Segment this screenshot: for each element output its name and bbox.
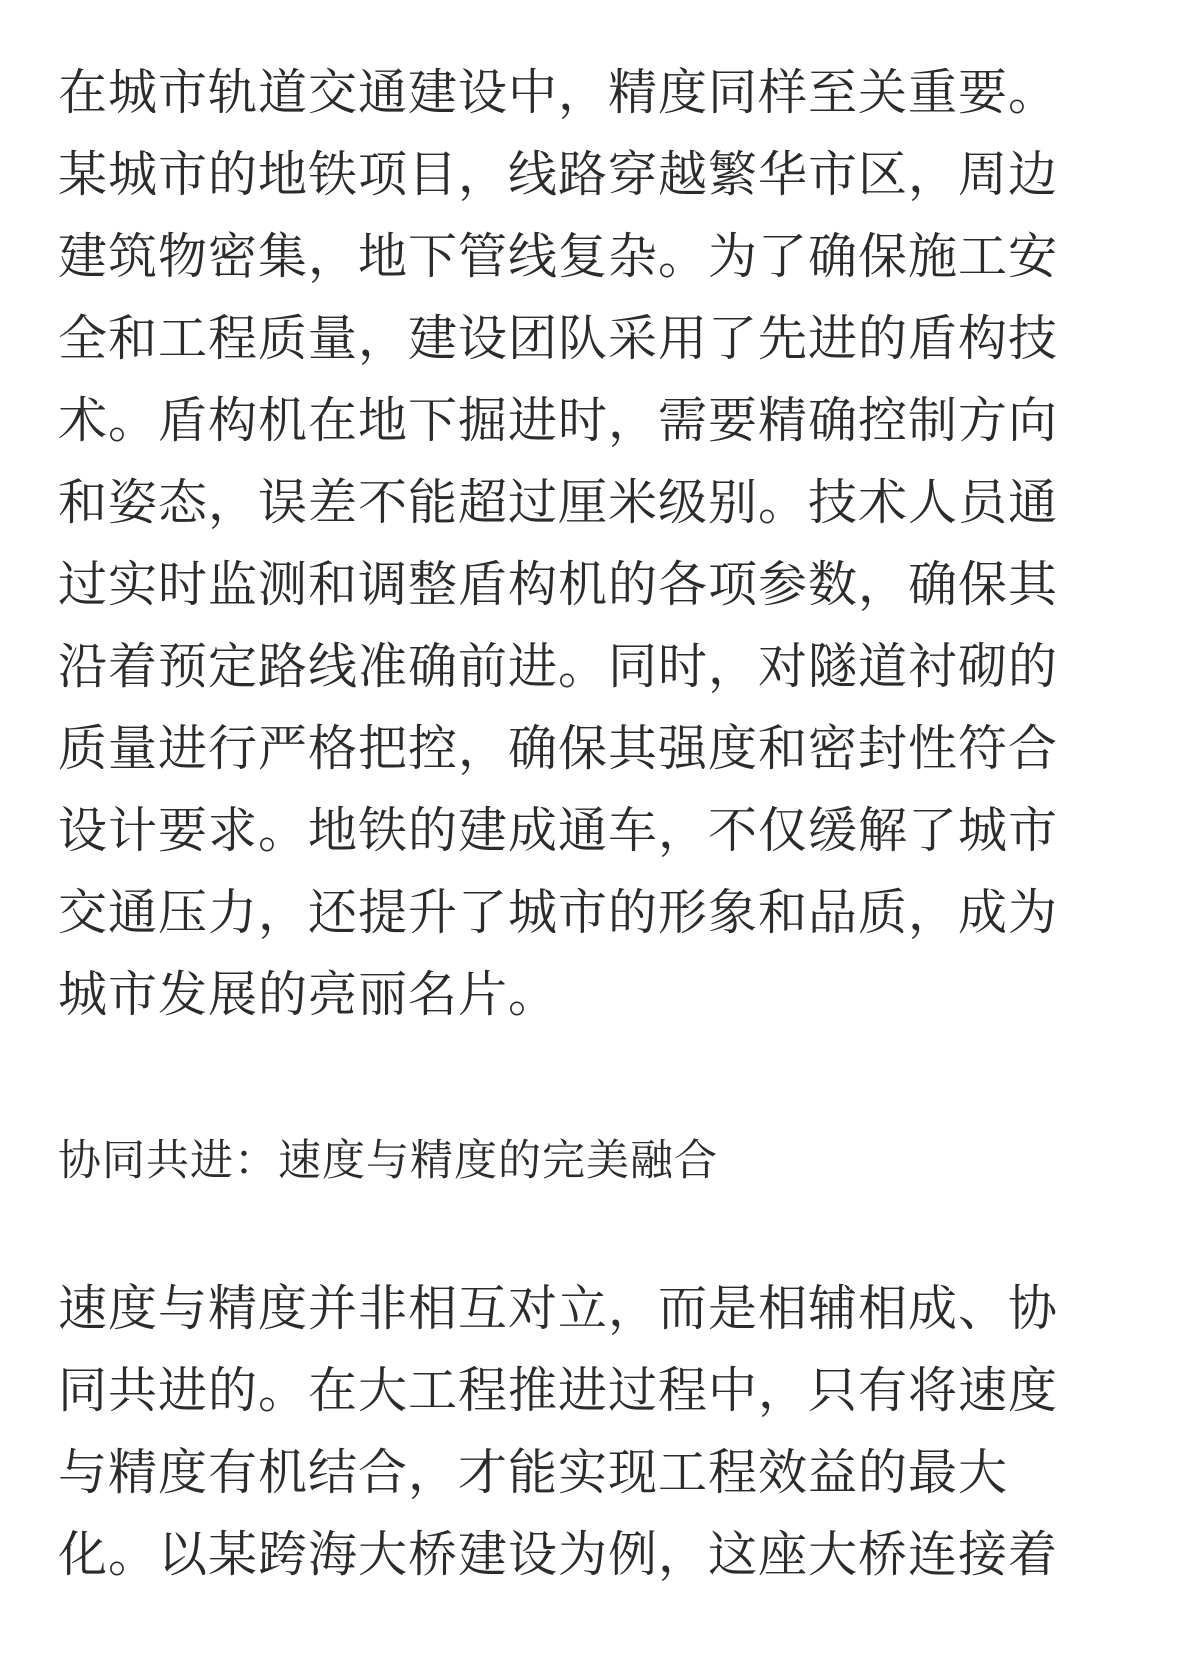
text-line: 在城市轨道交通建设中，精度同样至关重要。: [58, 64, 1058, 121]
text-line: 化。以某跨海大桥建设为例，这座大桥连接着: [58, 1526, 1058, 1583]
text-line: 与精度有机结合，才能实现工程效益的最大: [58, 1444, 1009, 1501]
text-line: 城市发展的亮丽名片。: [58, 966, 559, 1023]
paragraph-metro-precision: [58, 52, 1058, 1036]
article-body: [58, 52, 1058, 1596]
text-line: 和姿态，误差不能超过厘米级别。技术人员通: [58, 474, 1058, 531]
text-line: 速度与精度并非相互对立，而是相辅相成、协: [58, 1280, 1058, 1337]
text-line: 设计要求。地铁的建成通车，不仅缓解了城市: [58, 802, 1058, 859]
paragraph-speed-precision: [58, 1268, 1058, 1596]
text-line: 过实时监测和调整盾构机的各项参数，确保其: [58, 556, 1058, 613]
text-line: 同共进的。在大工程推进过程中，只有将速度: [58, 1362, 1058, 1419]
text-line: 交通压力，还提升了城市的形象和品质，成为: [58, 884, 1058, 941]
text-line: 建筑物密集，地下管线复杂。为了确保施工安: [58, 228, 1058, 285]
text-line: 沿着预定路线准确前进。同时，对隧道衬砌的: [58, 638, 1058, 695]
text-line: 全和工程质量，建设团队采用了先进的盾构技: [58, 310, 1058, 367]
text-line: 质量进行严格把控，确保其强度和密封性符合: [58, 720, 1058, 777]
text-line: 某城市的地铁项目，线路穿越繁华市区，周边: [58, 146, 1058, 203]
spacer: [58, 1036, 1058, 1120]
text-line: 术。盾构机在地下掘进时，需要精确控制方向: [58, 392, 1058, 449]
spacer: [58, 1202, 1058, 1268]
section-heading: 协同共进：速度与精度的完美融合: [58, 1136, 718, 1186]
